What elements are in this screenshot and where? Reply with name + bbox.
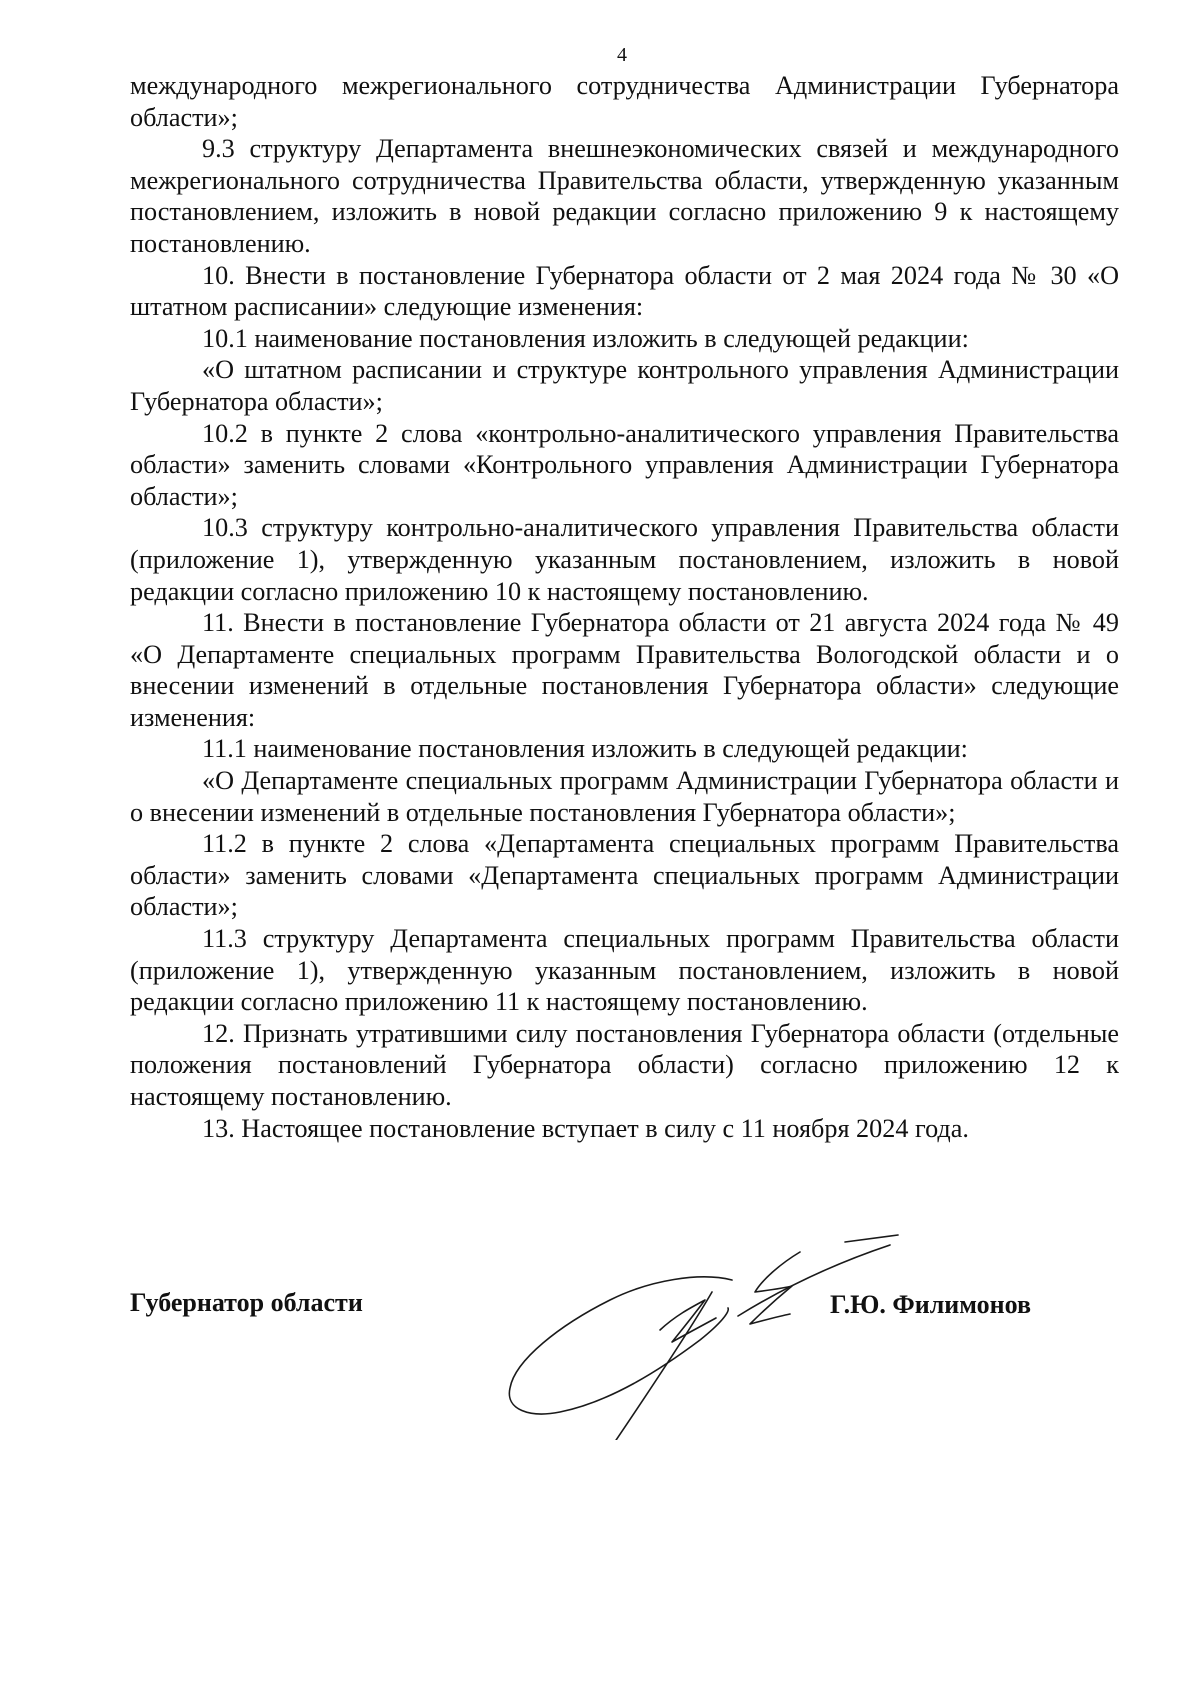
paragraph-11-1-quote: «О Департаменте специальных программ Администрации Губернатора области и о внесении изменений в отдельные постановления Губернатора области»; — [130, 766, 1119, 827]
paragraph-10: 10. Внести в постановление Губернатора области от 2 мая 2024 года № 30 «О штатном расписании» следующие изменения: — [130, 260, 1119, 322]
page-number: 4 — [617, 44, 627, 66]
paragraph-11-2: 11.2 в пункте 2 слова «Департамента специальных программ Правительства области» заменить словами «Департамента специальных программ Администрации области»; — [130, 829, 1119, 922]
paragraph-10-1-quote: «О штатном расписании и структуре контрольного управления Администрации Губернатора области»; — [130, 355, 1119, 416]
signer-name: Г.Ю. Филимонов — [830, 1290, 1032, 1319]
paragraph-11: 11. Внести в постановление Губернатора области от 21 августа 2024 года № 49 «О Департаменте специальных программ Правительства Вологодской области и о внесении изменений в отдельные постановления Губернатора области» следующие изменения: — [130, 608, 1119, 732]
paragraph-9-3: 9.3 структуру Департамента внешнеэкономических связей и международного межрегионального сотрудничества Правительства области, утвержденную указанным постановлением, изложить в новой редакции согласно приложению 9 к настоящему постановлению. — [130, 134, 1119, 258]
paragraph-11-3: 11.3 структуру Департамента специальных программ Правительства области (приложение 1), утвержденную указанным постановлением, изложить в новой редакции согласно приложению 11 к настоящему постановлению. — [130, 924, 1119, 1017]
paragraph-12: 12. Признать утратившими силу постановления Губернатора области (отдельные положения постановлений Губернатора области) согласно приложению 12 к настоящему постановлению. — [130, 1018, 1119, 1111]
paragraph-11-1: 11.1 наименование постановления изложить в следующей редакции: — [202, 734, 968, 764]
paragraph-continuation: международного межрегионального сотрудничества Администрации Губернатора области»; — [130, 71, 1119, 132]
paragraph-10-3: 10.3 структуру контрольно-аналитического управления Правительства области (приложение 1), утвержденную указанным постановлением, изложить в новой редакции согласно приложению 10 к настоящему постановлению. — [130, 513, 1119, 606]
paragraph-10-1: 10.1 наименование постановления изложить в следующей редакции: — [202, 323, 969, 353]
signer-title: Губернатор области — [130, 1288, 363, 1317]
paragraph-10-2: 10.2 в пункте 2 слова «контрольно-аналитического управления Правительства области» заменить словами «Контрольного управления Администрации Губернатора области»; — [130, 418, 1119, 511]
handwritten-signature — [500, 1220, 920, 1440]
document-body — [130, 70, 1119, 1144]
signature-block — [0, 1280, 1200, 1430]
paragraph-13: 13. Настоящее постановление вступает в силу с 11 ноября 2024 года. — [202, 1113, 969, 1143]
